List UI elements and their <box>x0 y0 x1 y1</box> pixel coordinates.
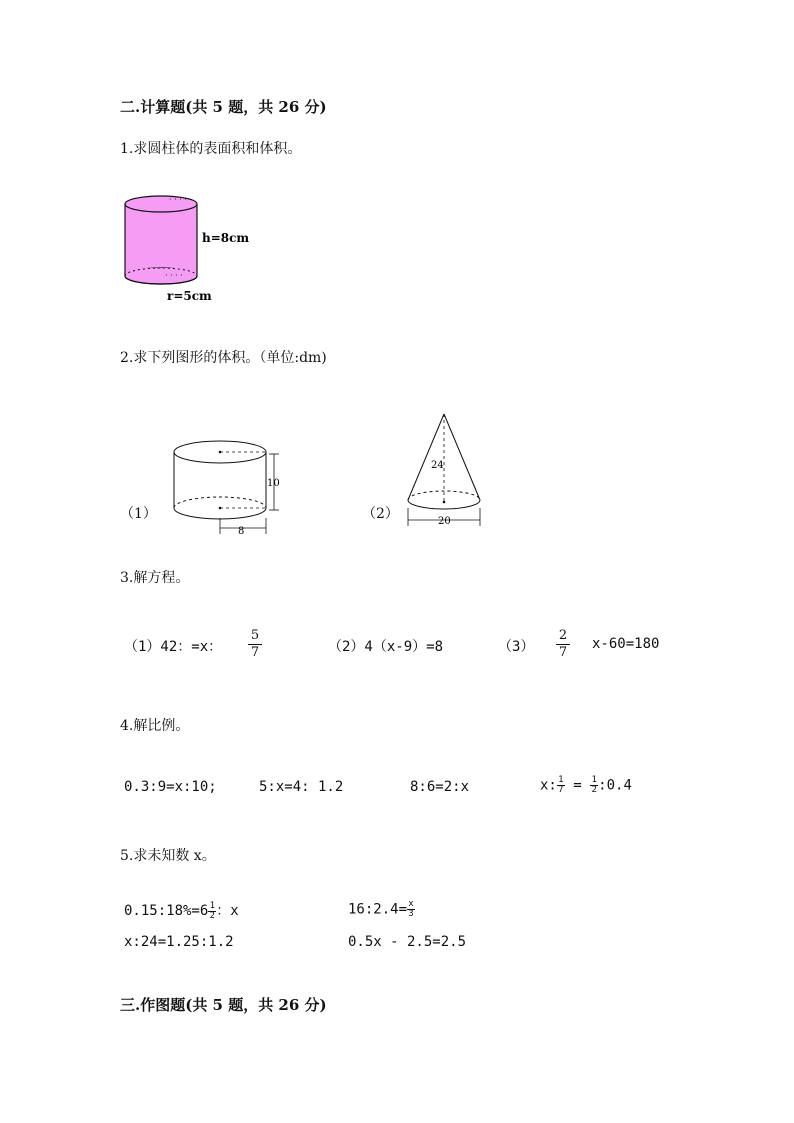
cylinder-height-label: h=8cm <box>202 231 250 245</box>
equation-1: （1）42：=x： <box>124 639 223 655</box>
question-2-text: 2.求下列图形的体积。（单位:dm) <box>120 350 327 366</box>
proportion-3: 8:6=2:x <box>410 779 470 795</box>
unknown-equation-2-fraction: $\frac{x}{3}$ <box>408 899 414 919</box>
question-5-text: 5.求未知数 x。 <box>120 848 216 864</box>
figure-2-label: （2） <box>362 506 399 522</box>
cylinder-2-figure <box>165 430 295 540</box>
proportion-4-fraction-b: $\frac{1}{2}$ <box>591 775 597 795</box>
cone-height: 24 <box>431 460 444 471</box>
cylinder-figure <box>115 190 255 310</box>
section-2-heading: 二.计算题(共 5 题，共 26 分) <box>120 98 327 116</box>
figure-1-label: （1） <box>120 506 157 522</box>
svg-text:· · · ·: · · · · <box>169 195 187 204</box>
proportion-1: 0.3:9=x:10; <box>124 779 217 795</box>
cone-figure <box>400 410 495 535</box>
cylinder-body <box>125 204 197 276</box>
unknown-equation-3: x:24=1.25:1.2 <box>124 934 234 950</box>
equation-3-label: （3） <box>498 639 535 655</box>
proportion-4-fraction-a: $\frac{1}{7}$ <box>558 775 564 795</box>
question-3-text: 3.解方程。 <box>120 570 190 586</box>
unknown-equation-1-fraction: $\frac{1}{2}$ <box>209 900 215 921</box>
question-1-text: 1.求圆柱体的表面积和体积。 <box>120 141 302 157</box>
cone-diameter: 20 <box>438 516 451 527</box>
cylinder-2-height: 10 <box>267 478 280 489</box>
equation-3: x-60=180 <box>592 636 660 652</box>
question-4-text: 4.解比例。 <box>120 718 190 734</box>
cylinder-radius-label: r=5cm <box>167 289 212 303</box>
unknown-equation-2: $16:2.4=\frac{x}{3}$ <box>348 899 414 919</box>
equation-3-fraction: 2 7 <box>556 629 570 660</box>
equation-2: （2）4（x-9）=8 <box>328 639 444 655</box>
equation-1-fraction: 5 7 <box>248 629 262 660</box>
section-3-heading: 三.作图题(共 5 题，共 26 分) <box>120 996 327 1014</box>
unknown-equation-1: $0.15:18\%=6\frac{1}{2}$：x <box>124 900 239 921</box>
svg-text:· · · ·: · · · · <box>165 271 183 280</box>
proportion-2: 5:x=4: 1.2 <box>259 779 344 795</box>
unknown-equation-4: 0.5x - 2.5=2.5 <box>348 934 467 950</box>
cylinder-2-radius: 8 <box>238 526 245 537</box>
proportion-4: $x:\frac{1}{7}$ = $\frac{1}{2}:0.4$ <box>540 775 632 795</box>
